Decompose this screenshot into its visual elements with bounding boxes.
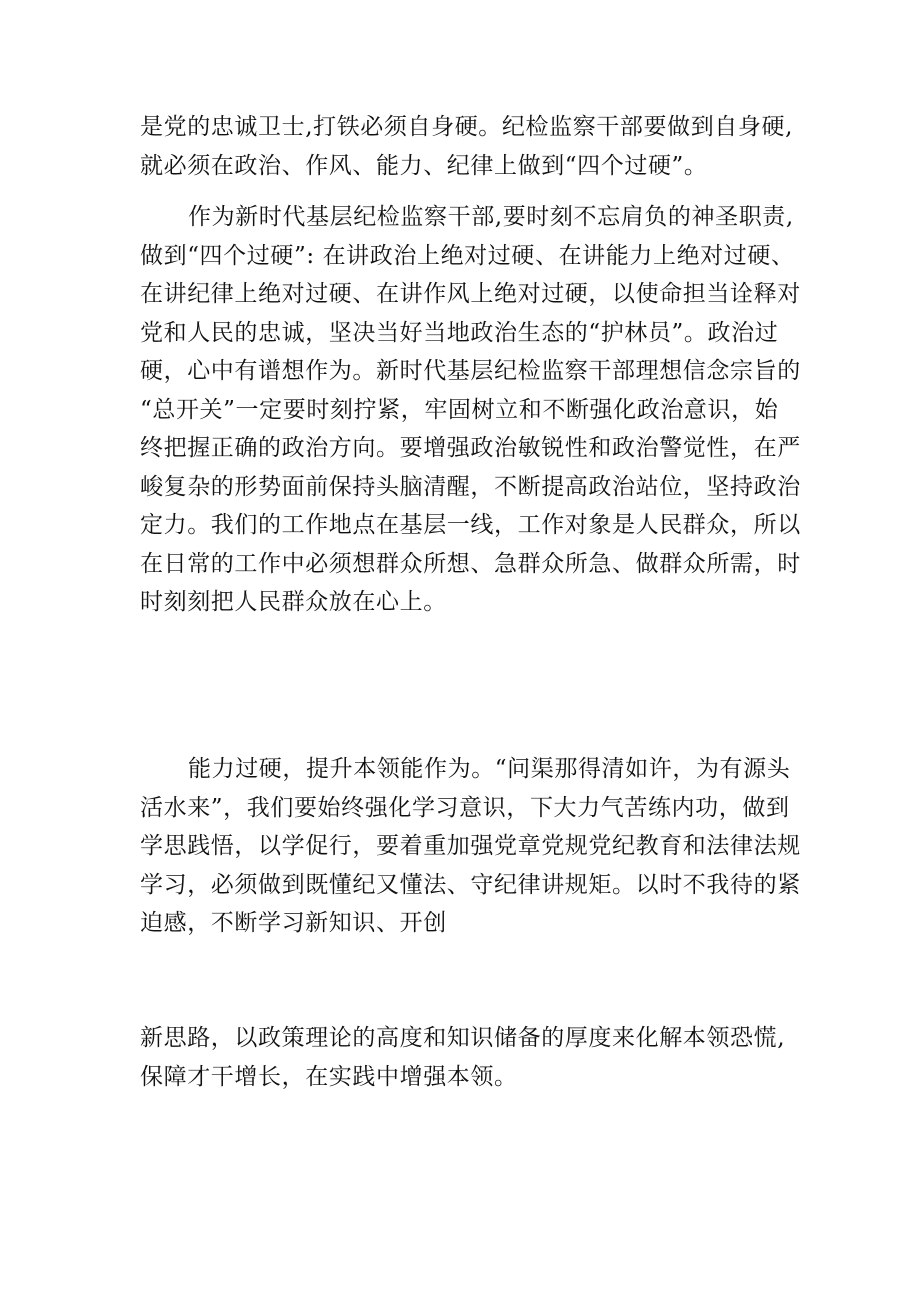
- text-line: 新思路，以政策理论的高度和知识储备的厚度来化解本领恐慌,: [140, 1025, 786, 1051]
- text-line: 终把握正确的政治方向。要增强政治敏锐性和政治警觉性，在严: [140, 435, 801, 461]
- text-line: 硬，心中有谱想作为。新时代基层纪检监察干部理想信念宗旨的: [140, 358, 801, 384]
- text-line: 时刻刻把人民群众放在心上。: [140, 589, 447, 615]
- text-line: “总开关”一定要时刻拧紧，牢固树立和不断强化政治意识，始: [140, 396, 779, 423]
- text-line: 峻复杂的形势面前保持头脑清醒，不断提高政治站位，坚持政治: [140, 473, 801, 500]
- text-line: 党和人民的忠诚，坚决当好当地政治生态的“护林员”。政治过: [140, 319, 779, 346]
- text-line: 做到“四个过硬”: 在讲政治上绝对过硬、在讲能力上绝对过硬、: [140, 242, 795, 269]
- text-line: 定力。我们的工作地点在基层一线，工作对象是人民群众，所以: [140, 512, 801, 538]
- text-line: 保障才干增长，在实践中增强本领。: [140, 1063, 518, 1090]
- text-line: 是党的忠诚卫士,打铁必须自身硬。纪检监察干部要做到自身硬,: [140, 114, 794, 140]
- paragraph-2: [140, 198, 800, 622]
- text-line: 学思践悟，以学促行，要着重加强党章党规党纪教育和法律法规: [140, 833, 801, 859]
- text-line: 迫感，不断学习新知识、开创: [140, 910, 447, 936]
- paragraph-4: [140, 1019, 800, 1096]
- text-line: 在日常的工作中必须想群众所想、急群众所急、做群众所需，时: [140, 550, 801, 577]
- text-line: 活水来”，我们要始终强化学习意识，下大力气苦练内功，做到: [140, 794, 790, 821]
- text-line: 学习，必须做到既懂纪又懂法、守纪律讲规矩。以时不我待的紧: [140, 871, 801, 898]
- text-line: 就必须在政治、作风、能力、纪律上做到“四个过硬”。: [140, 152, 708, 179]
- text-line-indented: 作为新时代基层纪检监察干部,要时刻不忘肩负的神圣职责,: [188, 204, 794, 230]
- text-line-indented: 能力过硬，提升本领能作为。“问渠那得清如许，为有源头: [188, 756, 791, 782]
- paragraph-1: [140, 108, 800, 185]
- paragraph-3: [140, 750, 800, 943]
- text-line: 在讲纪律上绝对过硬、在讲作风上绝对过硬，以使命担当诠释对: [140, 281, 801, 307]
